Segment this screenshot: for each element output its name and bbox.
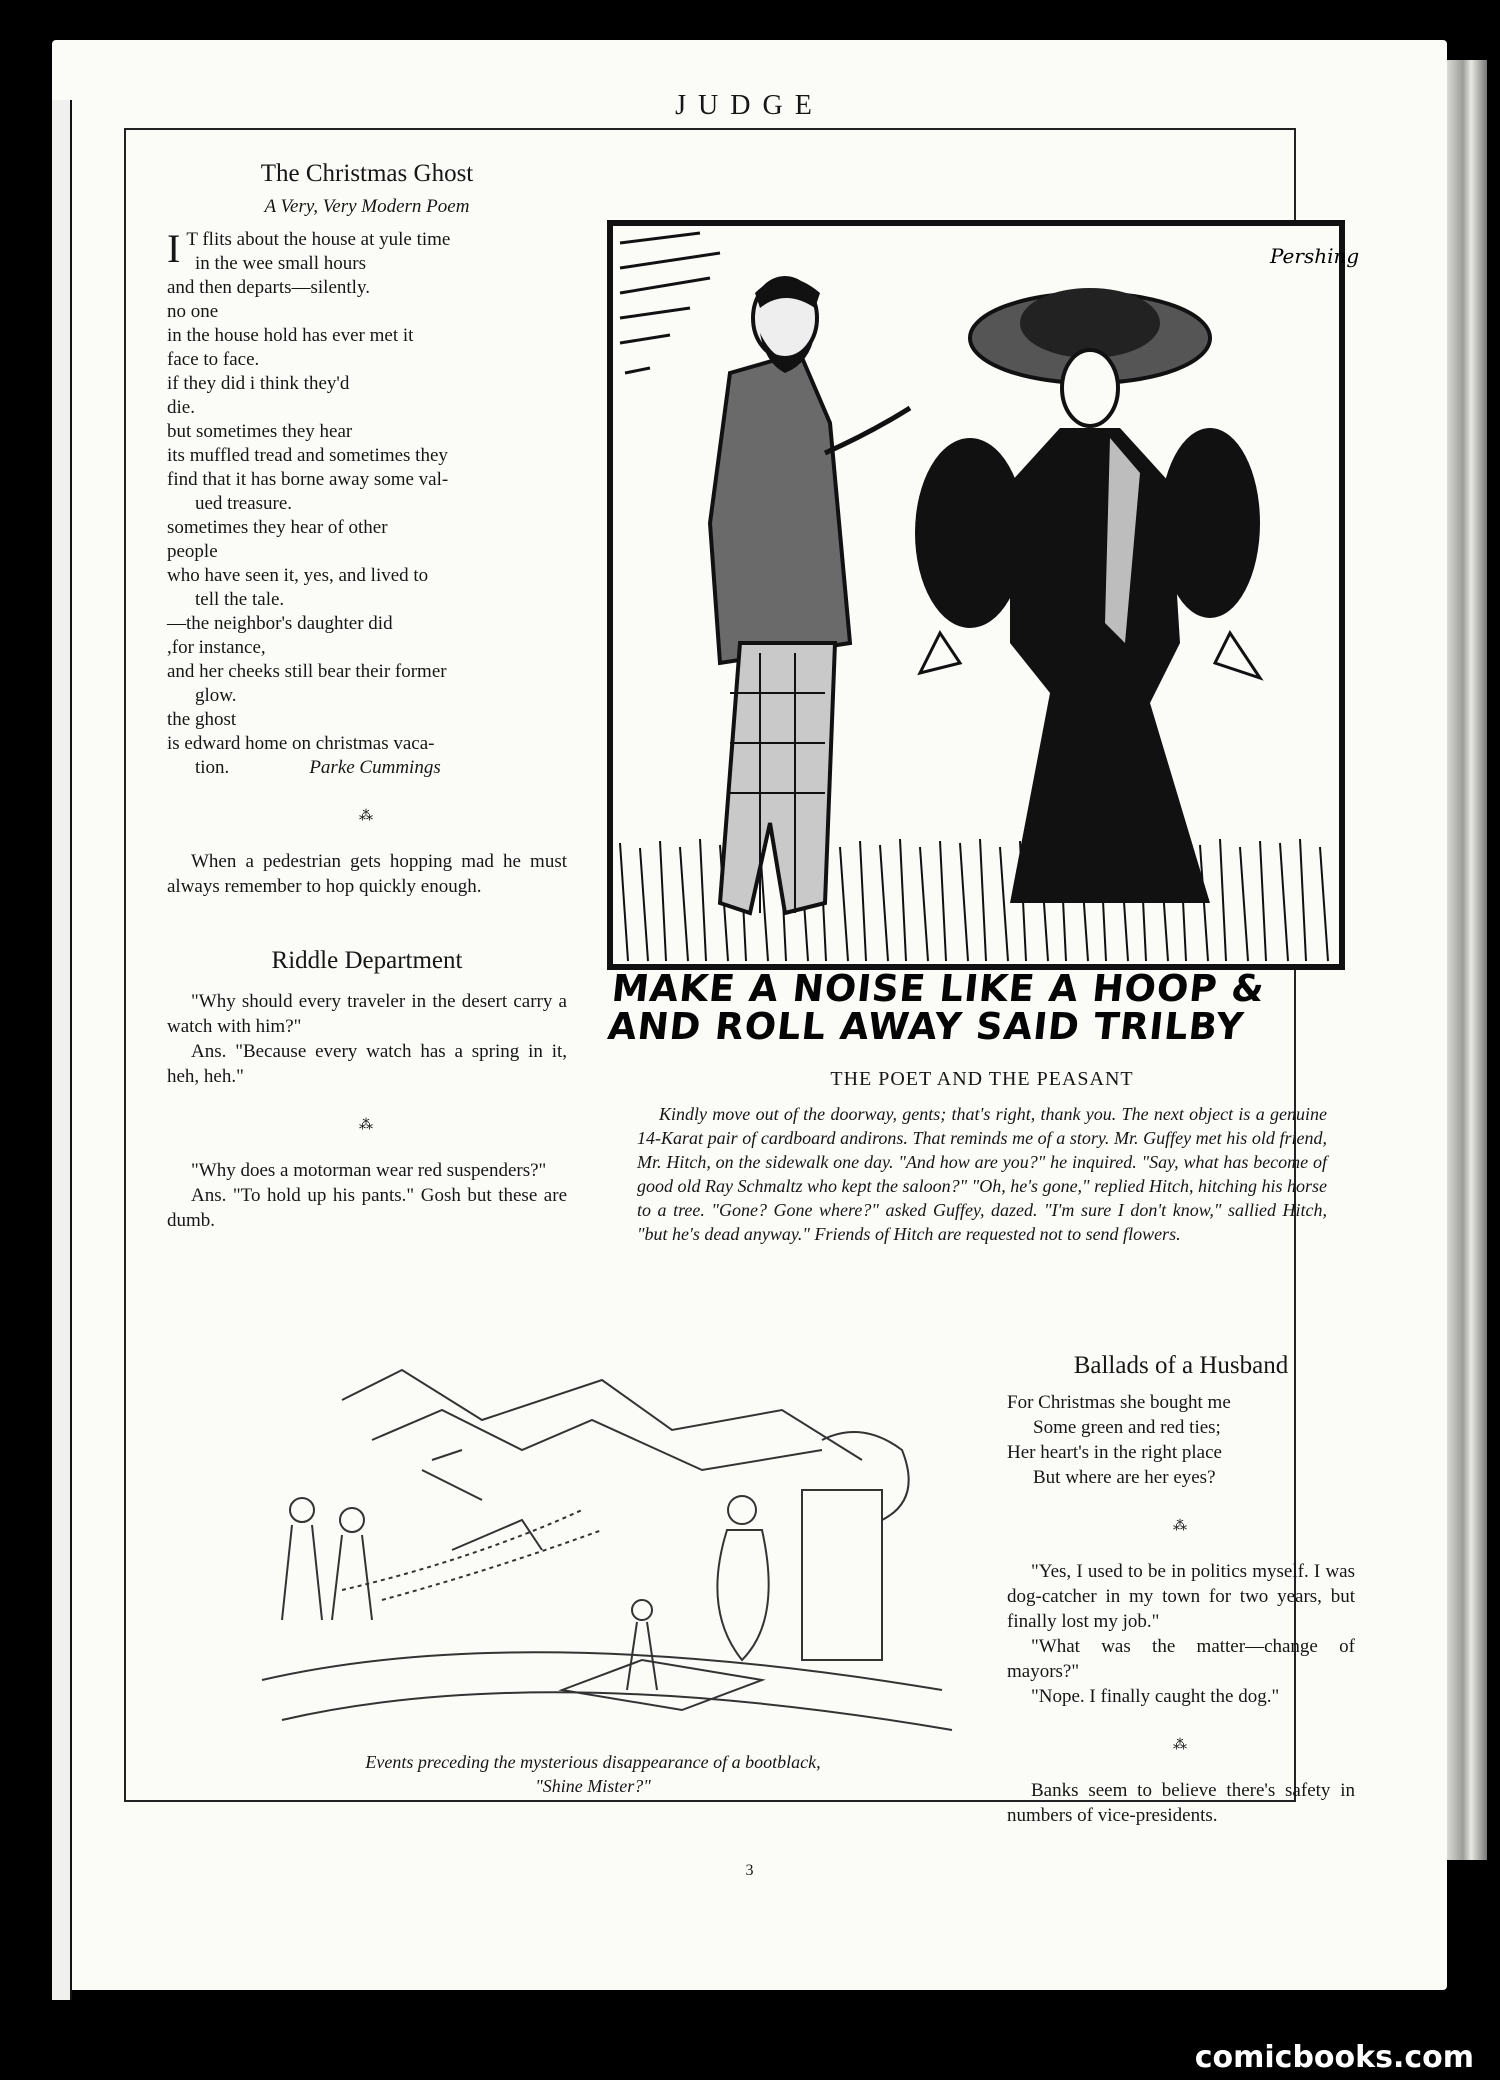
page-stack-edge [1447,60,1487,1860]
ballad-line: For Christmas she bought me [1007,1392,1231,1413]
poem-line: is edward home on christmas vaca- [167,733,435,754]
trilby-caption-line-1: MAKE A NOISE LIKE A HOOP & [609,967,1267,1010]
poem-lines [167,252,567,756]
riddle-answer-1: Ans. "Because every watch has a spring in it, heh, heh." [167,1041,567,1087]
trilby-cartoon [610,223,1360,967]
bootblack-caption-line-1: Events preceding the mysterious disappearance of a bootblack, [365,1752,821,1772]
riddle-question-1: "Why should every traveler in the desert carry a watch with him?" [167,991,567,1037]
poem-line: —the neighbor's daughter did [167,613,393,634]
poem-author: Parke Cummings [309,757,441,778]
poem-line: face to face. [167,349,260,370]
poem-line: its muffled tread and sometimes they [167,445,448,466]
riddle-title: Riddle Department [271,947,463,974]
right-column [1007,1352,1355,1828]
poem-line: die. [167,397,195,418]
poem-line: ued treasure. [195,493,293,514]
bootblack-caption [222,1750,964,1798]
poem-first-line: I T flits about the house at yule time [167,226,451,271]
poem-line: the ghost [167,709,237,730]
ballad-line: Some green and red ties; [1033,1417,1221,1438]
banks-joke: Banks seem to believe there's safety in numbers of vice-presidents. [1007,1780,1355,1826]
poem-subtitle: A Very, Very Modern Poem [264,196,470,217]
poem-line: no one [167,301,219,322]
politics-joke-1: "Yes, I used to be in politics myself. I was dog-catcher in my town for two years, but finally lost my job." [1007,1561,1355,1632]
drop-cap: I [167,226,181,271]
poem-line: but sometimes they hear [167,421,353,442]
poem-line: in the wee small hours [195,253,366,274]
poem-last-line: tion. Parke Cummings [195,757,441,778]
poem-line: glow. [195,685,237,706]
trilby-caption-line-2: AND ROLL AWAY SAID TRILBY [605,1005,1247,1048]
politics-joke-3: "Nope. I finally caught the dog." [1031,1686,1280,1707]
poet-peasant-text: Kindly move out of the doorway, gents; that's right, thank you. The next object is a genuine 14-Karat pair of cardboard andirons. That reminds me of a story. Mr. Guffey met his old friend, Mr. Hitch, on the sidewalk one day. "And how are you?" he inquired. "Say, what has become of good old Ray Schmaltz who kept the saloon?" "Oh, he's gone," replied Hitch, hitching his horse to a tree. "Gone? Gone where?" asked Guffey, dazed. "I'm sure I don't know," sallied Hitch, "but he's dead anyway." Friends of Hitch are requested not to send flowers. [637,1104,1327,1244]
poem-line: in the house hold has ever met it [167,325,414,346]
poem-line: find that it has borne away some val- [167,469,449,490]
poem-title: The Christmas Ghost [260,160,474,187]
riddle-answer-2: Ans. "To hold up his pants." Gosh but these are dumb. [167,1185,567,1231]
separator-ornament: ⁂ [359,1118,375,1133]
left-column [167,160,567,1233]
poem-line: and her cheeks still bear their former [167,661,447,682]
ballad-line: Her heart's in the right place [1007,1442,1222,1463]
poem-line: who have seen it, yes, and lived to [167,565,429,586]
magazine-title: JUDGE [675,90,824,121]
ballad-line: But where are her eyes? [1033,1467,1216,1488]
riddle-question-2: "Why does a motorman wear red suspenders?" [191,1160,547,1181]
ballads-title: Ballads of a Husband [1073,1352,1289,1379]
politics-joke-2: "What was the matter—change of mayors?" [1007,1636,1355,1682]
separator-ornament: ⁂ [1173,1519,1189,1534]
poem-line: tell the tale. [195,589,285,610]
poet-peasant-title: THE POET AND THE PEASANT [830,1068,1134,1090]
poem-line: sometimes they hear of other [167,517,388,538]
poem-line: if they did i think they'd [167,373,350,394]
binding-strip [52,100,72,2000]
poem-line: and then departs—silently. [167,277,370,298]
page-number: 3 [745,1862,754,1879]
magazine-page [52,40,1447,1990]
separator-ornament: ⁂ [1173,1738,1189,1753]
bootblack-cartoon [222,1360,964,1760]
poem-body [167,228,567,780]
ballad-verse [1007,1390,1355,1490]
bootblack-caption-line-2: "Shine Mister?" [535,1776,651,1796]
separator-ornament: ⁂ [359,809,375,824]
poem-line: ,for instance, [167,637,266,658]
site-watermark: comicbooks.com [1194,2040,1474,2075]
artist-signature: Pershing [1270,244,1360,268]
pedestrian-joke: When a pedestrian gets hopping mad he must always remember to hop quickly enough. [167,851,567,897]
trilby-caption [605,967,1359,1048]
poem-line: people [167,541,218,562]
